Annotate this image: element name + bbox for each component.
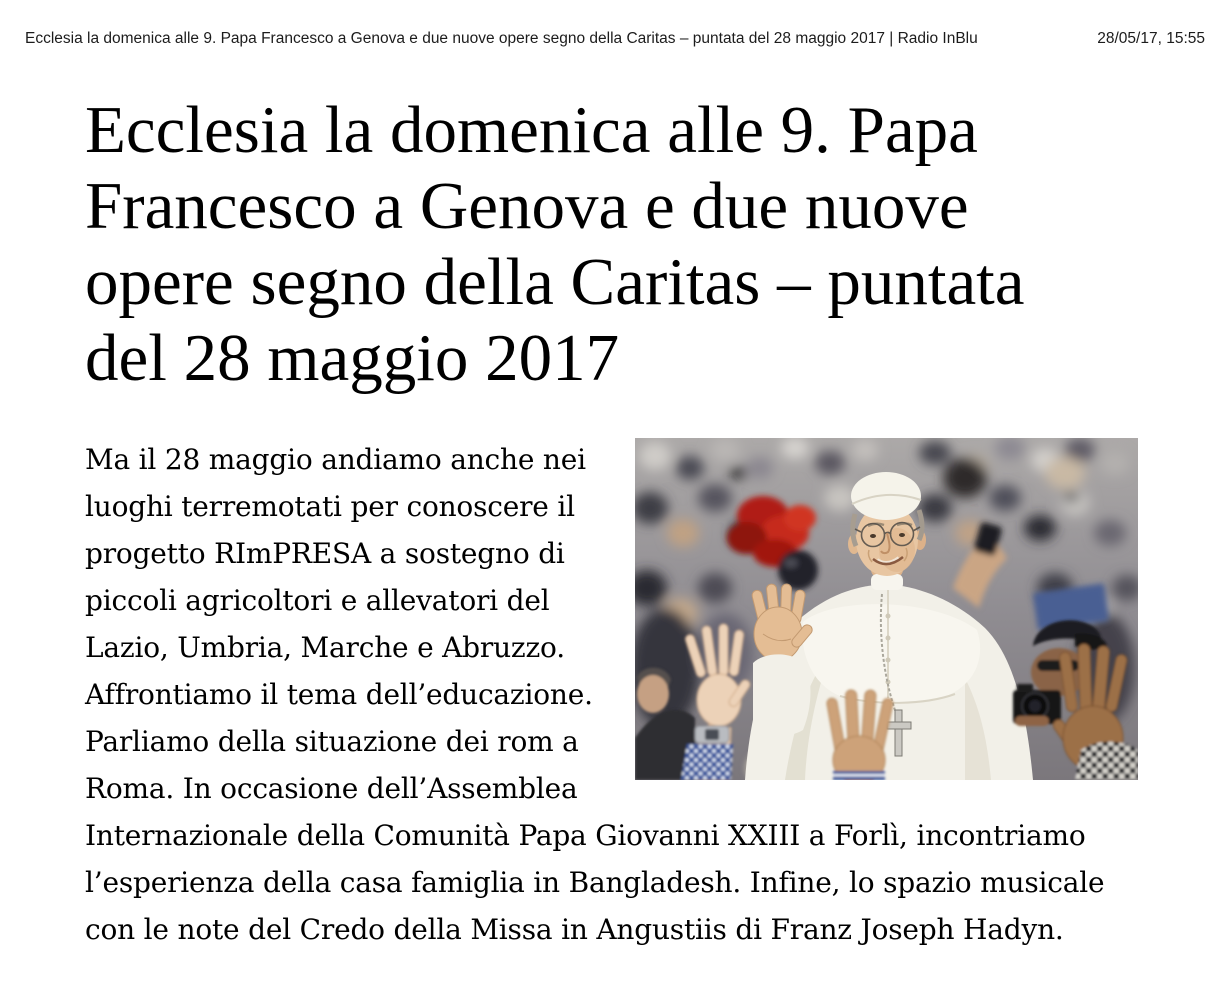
striped-wristband-left	[681, 744, 733, 780]
pope-crowd-photo	[635, 438, 1138, 780]
print-header-title: Ecclesia la domenica alle 9. Papa Francesco a Genova e due nuove opere segno della Caritas – puntata del 28 maggio 2017 | Radio InBlu	[25, 30, 978, 47]
article-body: Ma il 28 maggio andiamo anche nei luoghi terremotati per conoscere il progetto RImPRESA a sostegno di piccoli agricoltori e allevatori del Lazio, Umbria, Marche e Abruzzo. Affrontiamo il tema dell’educazione. Parliamo della situazione dei rom a Roma. In occasione dell’Assemblea Internazionale della Comunità Papa Giovanni XXIII a Forlì, incontriamo l’esperienza della casa famiglia in Bangladesh. Infine, lo spazio musicale con le note del Credo della Missa in Angustiis di Franz Joseph Hadyn.	[85, 443, 1105, 946]
article-body-section	[85, 436, 1138, 953]
article	[0, 92, 1230, 953]
article-photo	[635, 438, 1138, 780]
title-line-1: Ecclesia la domenica alle 9. Papa	[85, 93, 978, 167]
print-header-datetime: 28/05/17, 15:55	[1097, 30, 1205, 47]
print-header	[25, 30, 1205, 48]
title-line-2: Francesco a Genova e due nuove	[85, 169, 969, 243]
print-page	[0, 30, 1230, 953]
article-title	[85, 92, 1138, 396]
title-line-3: opere segno della Caritas – puntata	[85, 245, 1025, 319]
title-line-4: del 28 maggio 2017	[85, 321, 620, 395]
